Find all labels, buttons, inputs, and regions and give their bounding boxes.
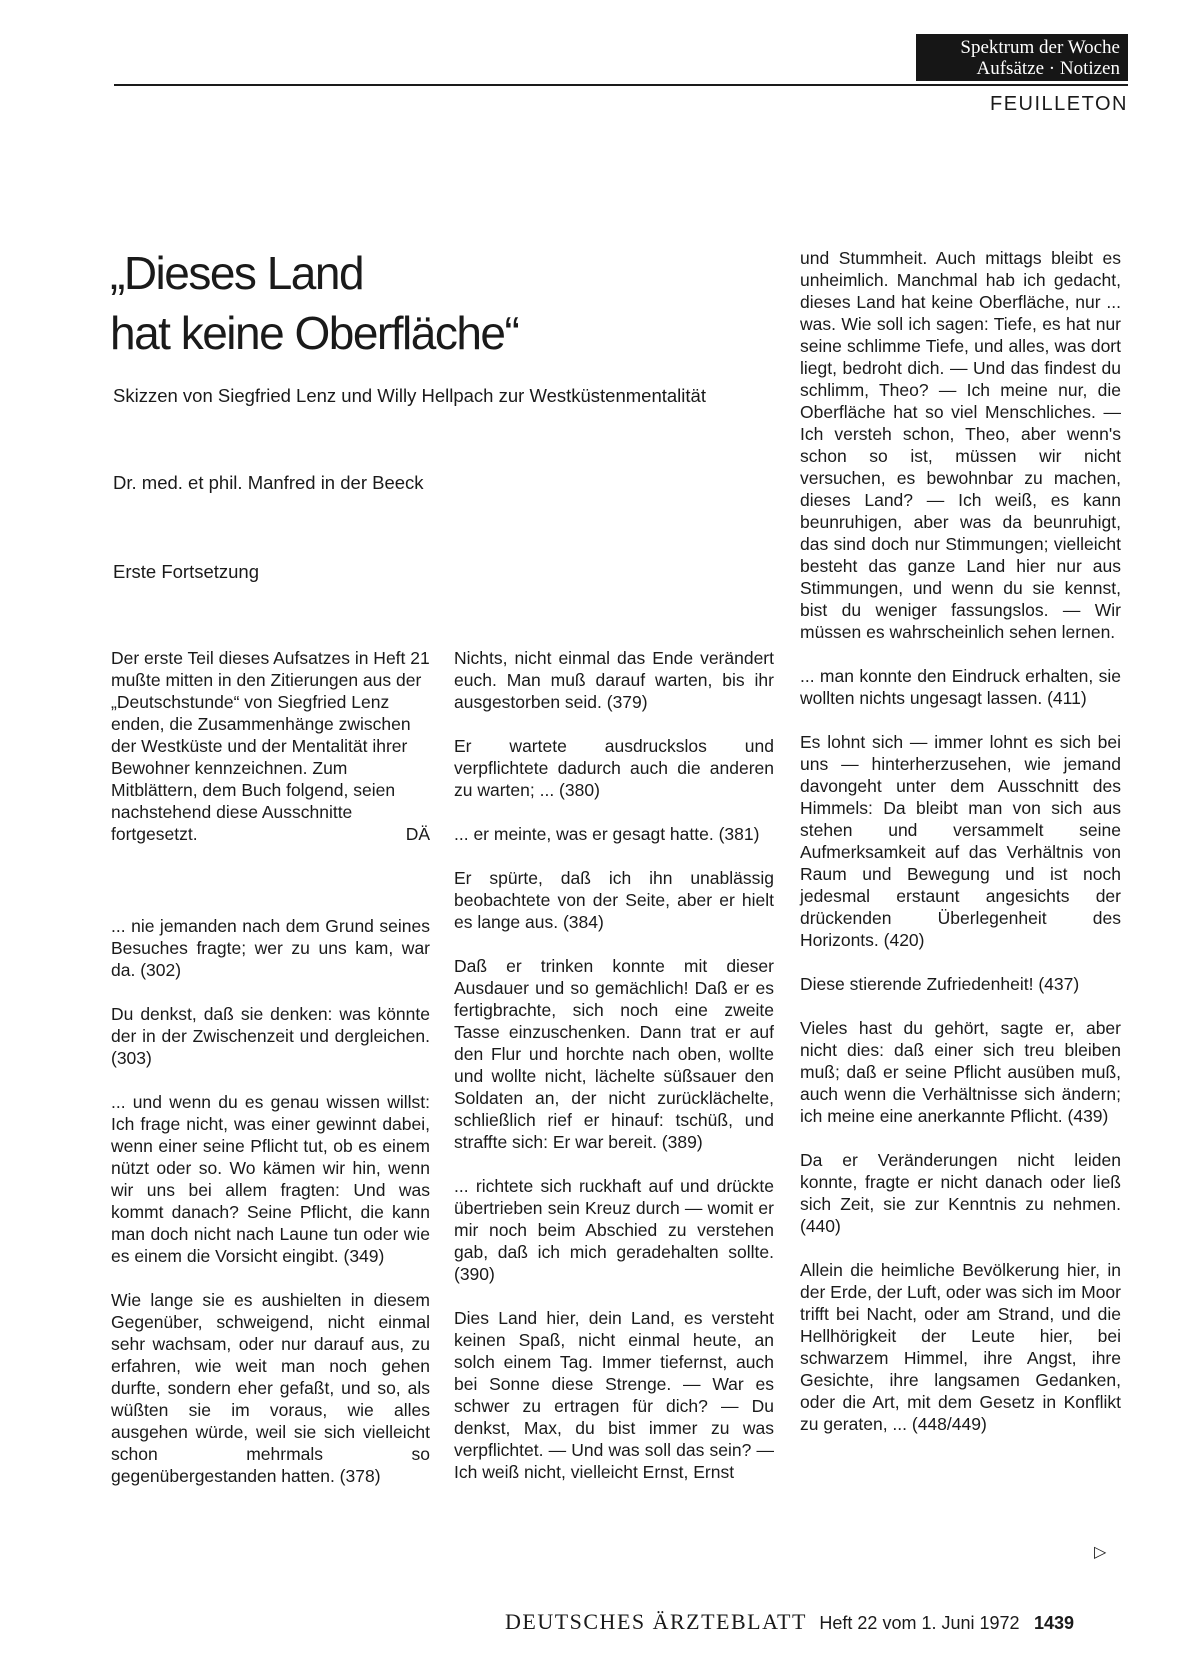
- quote-paragraph: Daß er trinken konnte mit dieser Ausdauer und so gemächlich! Daß er es fertigbrachte, sich noch eine zweite Tasse einzuschenken. Dann trat er auf den Flur und horchte nach oben, wollte und wollte nicht, lächelte süßsauer den Soldaten an, der nicht zurücklächelte, schließlich rief er hinauf: tschüß, und straffte sich: Er war bereit. (389): [454, 956, 774, 1152]
- quote-paragraph: ... richtete sich ruckhaft auf und drückte übertrieben sein Kreuz durch — womit er mir noch beim Abschied zu verstehen gab, daß ich mich geradehalten sollte. (390): [454, 1176, 774, 1284]
- section-label: FEUILLETON: [990, 93, 1128, 115]
- article-subtitle: Skizzen von Siegfried Lenz und Willy Hellpach zur Westküstenmentalität: [113, 385, 706, 406]
- badge-line-1: Spektrum der Woche: [960, 37, 1120, 58]
- quote-paragraph: Du denkst, daß sie denken: was könnte der in der Zwischenzeit und dergleichen. (303): [111, 1004, 430, 1068]
- quote-paragraph: ... und wenn du es genau wissen willst: Ich frage nicht, was einer gewinnt dabei, wenn einer seine Pflicht tut, ob es einem nützt oder so. Wo kämen wir hin, wenn wir uns bei allem fragten: Und was kommt danach? Seine Pflicht, die kann man doch nicht nach Laune tun oder wie es einem die Vorsicht eingibt. (349): [111, 1092, 430, 1266]
- quote-paragraph: und Stummheit. Auch mittags bleibt es unheimlich. Manchmal hab ich gedacht, dieses Land hat keine Oberfläche, nur ... was. Wie soll ich sagen: Tiefe, es hat nur seine schlimme Tiefe, und alles, was dort liegt, bedroht dich. — Und das findest du schlimm, Theo? — Ich meine nur, die Oberfläche hat so viel Menschliches. — Ich versteh schon, Theo, aber wenn's schon so ist, müssen wir nicht versuchen, es bewohnbar zu machen, dieses Land? — Ich weiß, es kann beunruhigen, aber was da beunruhigt, das sind doch nur Stimmungen; vielleicht besteht das ganze Land hier nur aus Stimmungen, und wenn du sie kennst, bist du weniger fassungslos. — Wir müssen es wahrscheinlich sehen lernen.: [800, 248, 1121, 642]
- journal-name: DEUTSCHES ÄRZTEBLATT: [505, 1609, 807, 1634]
- continue-arrow-icon: ▷: [1094, 1544, 1107, 1561]
- text-column-3: [800, 247, 1121, 1457]
- quote-paragraph: Nichts, nicht einmal das Ende verändert euch. Man muß darauf warten, bis ihr ausgestorben seid. (379): [454, 648, 774, 712]
- header-rule: [114, 84, 1128, 86]
- article-author: Dr. med. et phil. Manfred in der Beeck: [113, 472, 424, 493]
- quote-paragraph: Da er Veränderungen nicht leiden konnte, fragte er nicht danach oder ließ sich Zeit, sie zur Kenntnis zu nehmen. (440): [800, 1150, 1121, 1236]
- section-badge: [916, 34, 1128, 81]
- title-line-2: hat keine Oberfläche“: [110, 307, 519, 359]
- text-column-2: [454, 647, 774, 1505]
- article-title: [110, 243, 518, 363]
- quote-paragraph: Wie lange sie es aushielten in diesem Gegenüber, schweigend, nicht einmal sehr wachsam, oder nur darauf aus, zu erfahren, wie weit man noch gehen durfte, sondern eher gefaßt, und so, als wüßten sie im voraus, wie alles ausgehen würde, weil sie sich vielleicht schon mehrmals so gegenübergestanden hatten. (378): [111, 1290, 430, 1486]
- quote-paragraph: Diese stierende Zufriedenheit! (437): [800, 974, 1080, 994]
- intro-initials: DÄ: [405, 824, 430, 844]
- intro-paragraph: [111, 647, 430, 845]
- quote-paragraph: ... man konnte den Eindruck erhalten, sie wollten nichts ungesagt lassen. (411): [800, 666, 1121, 708]
- title-line-1: „Dieses Land: [110, 247, 364, 299]
- badge-line-2: Aufsätze · Notizen: [976, 58, 1120, 79]
- quote-paragraph: Dies Land hier, dein Land, es versteht keinen Spaß, nicht einmal heute, an solch einem Tag. Immer tiefernst, auch bei Sonne diese Strenge. — War es schwer zu ertragen für dich? — Du denkst, Max, du bist immer zu was verpflichtet. — Und was soll das sein? — Ich weiß nicht, vielleicht Ernst, Ernst: [454, 1308, 774, 1482]
- continuation-label: Erste Fortsetzung: [113, 561, 260, 582]
- quote-paragraph: ... er meinte, was er gesagt hatte. (381): [454, 824, 760, 844]
- intro-spacer: [111, 867, 430, 915]
- intro-text: Der erste Teil dieses Aufsatzes in Heft 21 mußte mitten in den Zitierungen aus der „Deutschstunde“ von Siegfried Lenz enden, die Zusammenhänge zwischen der Westküste und der Mentalität ihrer Bewohner kennzeichnen. Zum Mitblättern, dem Buch folgend, seien nachstehend diese Ausschnitte fortgesetzt.: [111, 648, 430, 844]
- issue-info: Heft 22 vom 1. Juni 1972: [819, 1613, 1020, 1633]
- text-column-1: [111, 647, 430, 1509]
- quote-paragraph: ... nie jemanden nach dem Grund seines Besuches fragte; wer zu uns kam, war da. (302): [111, 916, 430, 980]
- page-footer: [505, 1609, 1074, 1635]
- quote-paragraph: Er wartete ausdruckslos und verpflichtete dadurch auch die anderen zu warten; ... (380): [454, 736, 774, 800]
- quote-paragraph: Allein die heimliche Bevölkerung hier, in der Erde, der Luft, oder was sich im Moor trifft bei Nacht, oder am Strand, und die Hellhörigkeit der Leute hier, bei schwarzem Himmel, ihre Angst, ihre Gesichte, ihre langsamen Gedanken, oder die Art, mit dem Gesetz in Konflikt zu geraten, ... (448/449): [800, 1260, 1121, 1434]
- quote-paragraph: Vieles hast du gehört, sagte er, aber nicht dies: daß einer sich treu bleiben muß; daß er seine Pflicht ausüben muß, auch wenn die Verhältnisse sich ändern; ich meine eine anerkannte Pflicht. (439): [800, 1018, 1121, 1126]
- quote-paragraph: Es lohnt sich — immer lohnt es sich bei uns — hinterherzusehen, wie jemand davongeht unter dem Ausschnitt des Himmels: Da bleibt man von sich aus stehen und versammelt seine Aufmerksamkeit auf das Verhältnis von Raum und Bewegung und ist noch jedesmal erstaunt angesichts der drückenden Überlegenheit des Horizonts. (420): [800, 732, 1121, 950]
- quote-paragraph: Er spürte, daß ich ihn unablässig beobachtete von der Seite, aber er hielt es lange aus. (384): [454, 868, 774, 932]
- page-number: 1439: [1033, 1613, 1075, 1633]
